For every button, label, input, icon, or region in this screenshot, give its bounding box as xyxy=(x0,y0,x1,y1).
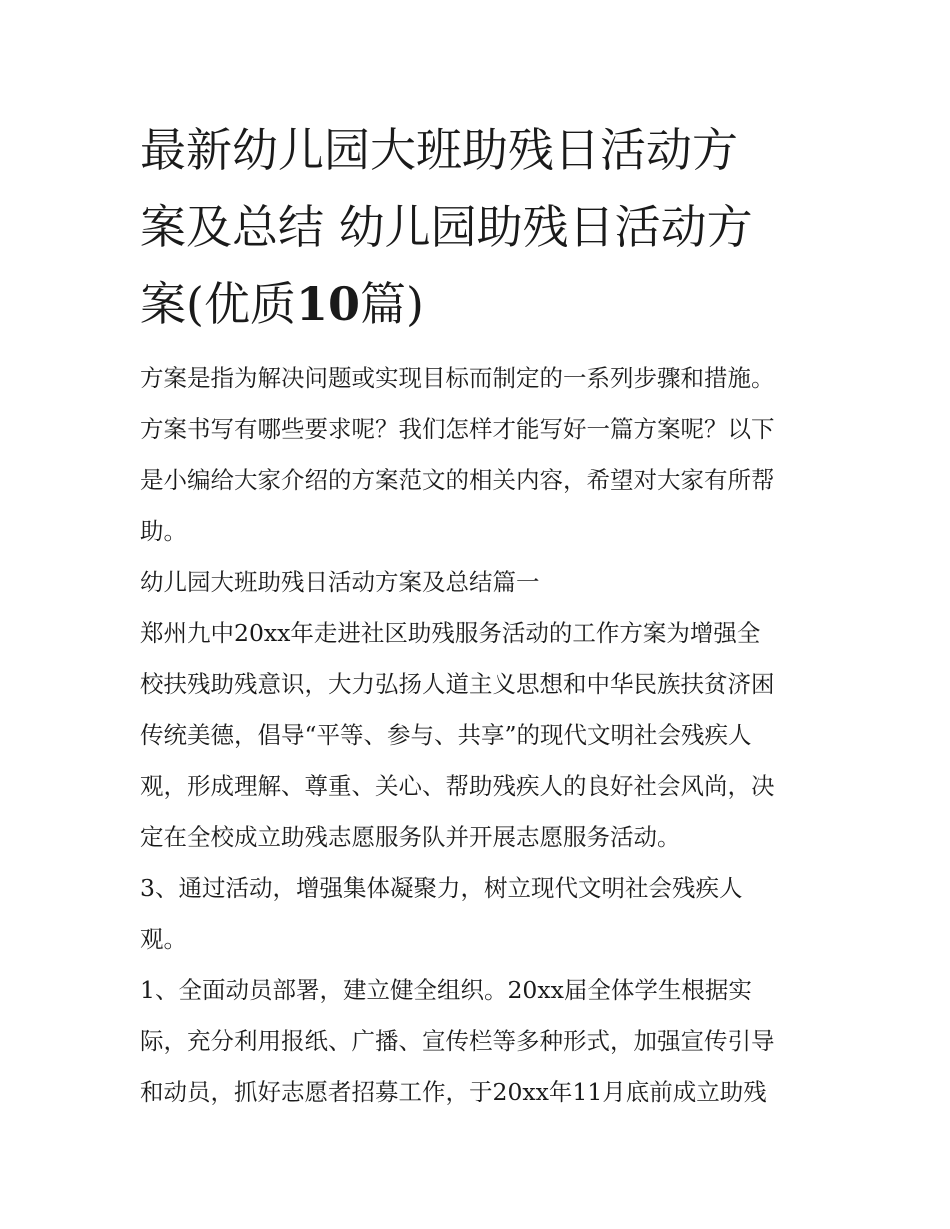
body-line: 方案是指为解决问题或实现目标而制定的一系列步骤和措施。 xyxy=(140,364,775,392)
body-line: 3、通过活动，增强集体凝聚力，树立现代文明社会残疾人 xyxy=(140,874,743,902)
body-line: 和动员，抓好志愿者招募工作，于20xx年11月底前成立助残 xyxy=(140,1078,767,1106)
body-line: 是小编给大家介绍的方案范文的相关内容，希望对大家有所帮 xyxy=(140,466,775,494)
title-line-text: 案(优质 xyxy=(140,277,296,331)
body-line: 助。 xyxy=(140,517,187,545)
body-line: 1、全面动员部署，建立健全组织。20xx届全体学生根据实 xyxy=(140,976,752,1004)
document-title xyxy=(140,112,820,343)
title-number: 10 xyxy=(295,277,360,331)
body-line: 郑州九中20xx年走进社区助残服务活动的工作方案为增强全 xyxy=(140,619,761,647)
body-line: 方案书写有哪些要求呢？我们怎样才能写好一篇方案呢？以下 xyxy=(140,415,775,443)
document-body xyxy=(140,353,830,1118)
title-line: 最新幼儿园大班助残日活动方 xyxy=(140,123,738,177)
body-line: 校扶残助残意识，大力弘扬人道主义思想和中华民族扶贫济困 xyxy=(140,670,775,698)
body-line: 观，形成理解、尊重、关心、帮助残疾人的良好社会风尚，决 xyxy=(140,772,775,800)
section-heading: 幼儿园大班助残日活动方案及总结篇一 xyxy=(140,568,540,596)
title-line xyxy=(140,266,820,343)
body-line: 际，充分利用报纸、广播、宣传栏等多种形式，加强宣传引导 xyxy=(140,1027,775,1055)
title-line-text: 篇) xyxy=(359,277,424,331)
body-line: 定在全校成立助残志愿服务队并开展志愿服务活动。 xyxy=(140,823,681,851)
body-line: 传统美德，倡导“平等、参与、共享”的现代文明社会残疾人 xyxy=(140,721,752,749)
body-line: 观。 xyxy=(140,925,187,953)
title-line: 案及总结 幼儿园助残日活动方 xyxy=(140,200,753,254)
